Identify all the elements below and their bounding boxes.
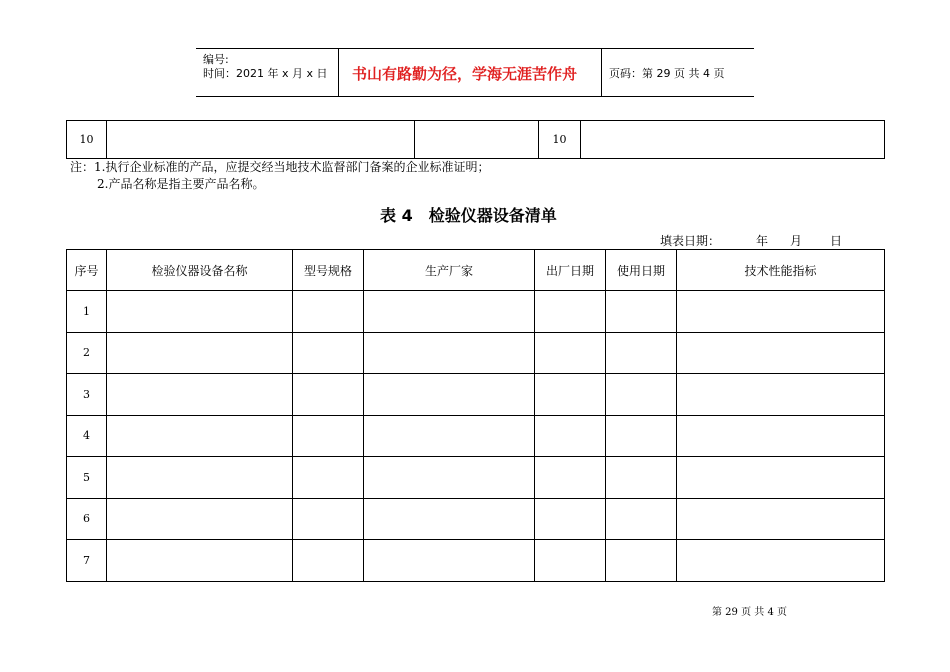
header-performance: 技术性能指标 bbox=[677, 250, 885, 291]
table-cell bbox=[107, 374, 293, 416]
row-number: 1 bbox=[67, 291, 107, 333]
table-cell bbox=[107, 121, 415, 159]
table-cell bbox=[677, 498, 885, 540]
table-cell bbox=[581, 121, 885, 159]
table-cell bbox=[535, 415, 606, 457]
table-row bbox=[67, 498, 885, 540]
table-cell bbox=[364, 374, 535, 416]
note-line-2: 2.产品名称是指主要产品名称。 bbox=[97, 177, 265, 191]
table-cell bbox=[677, 332, 885, 374]
doc-number-label: 编号: bbox=[203, 53, 229, 66]
table-cell bbox=[293, 498, 364, 540]
previous-table-fragment bbox=[66, 120, 885, 159]
fill-date-day: 日 bbox=[830, 234, 843, 248]
table-row bbox=[67, 457, 885, 499]
page-info: 页码：第 29 页 共 4 页 bbox=[609, 67, 725, 80]
table-cell bbox=[606, 291, 677, 333]
note-line-1: 注：1.执行企业标准的产品，应提交经当地技术监督部门备案的企业标准证明； bbox=[70, 160, 490, 174]
table-cell bbox=[364, 291, 535, 333]
row-number: 2 bbox=[67, 332, 107, 374]
table-cell bbox=[677, 291, 885, 333]
table-cell bbox=[293, 374, 364, 416]
header-motto: 书山有路勤为径，学海无涯苦作舟 bbox=[352, 65, 578, 83]
table-cell bbox=[293, 540, 364, 582]
header-manufacturer: 生产厂家 bbox=[364, 250, 535, 291]
table-cell bbox=[535, 332, 606, 374]
table-cell bbox=[606, 332, 677, 374]
table-title: 表 4 检验仪器设备清单 bbox=[380, 206, 557, 225]
row-number: 4 bbox=[67, 415, 107, 457]
table-row bbox=[67, 374, 885, 416]
row-number: 3 bbox=[67, 374, 107, 416]
table-cell bbox=[606, 540, 677, 582]
row-number: 10 bbox=[539, 121, 581, 159]
table-header-row bbox=[67, 250, 885, 291]
table-cell bbox=[364, 498, 535, 540]
table-row bbox=[67, 415, 885, 457]
header-production-date: 出厂日期 bbox=[535, 250, 606, 291]
table-cell bbox=[364, 332, 535, 374]
table-cell bbox=[677, 374, 885, 416]
table-cell bbox=[606, 457, 677, 499]
table-cell bbox=[535, 498, 606, 540]
table-cell bbox=[535, 540, 606, 582]
table-cell bbox=[606, 415, 677, 457]
table-cell bbox=[535, 457, 606, 499]
table-cell bbox=[107, 291, 293, 333]
table-row bbox=[67, 121, 885, 159]
row-number: 10 bbox=[67, 121, 107, 159]
table-cell bbox=[606, 498, 677, 540]
table-cell bbox=[415, 121, 539, 159]
table-cell bbox=[293, 332, 364, 374]
table-cell bbox=[107, 540, 293, 582]
header-divider bbox=[338, 48, 339, 96]
table-cell bbox=[107, 457, 293, 499]
header-bottom-rule bbox=[196, 96, 754, 97]
table-row bbox=[67, 332, 885, 374]
header-serial: 序号 bbox=[67, 250, 107, 291]
table-cell bbox=[677, 415, 885, 457]
header-model: 型号规格 bbox=[293, 250, 364, 291]
fill-date-label: 填表日期： bbox=[660, 234, 721, 248]
table-cell bbox=[677, 540, 885, 582]
table-row bbox=[67, 540, 885, 582]
header-top-rule bbox=[196, 48, 754, 49]
table-cell bbox=[364, 457, 535, 499]
row-number: 5 bbox=[67, 457, 107, 499]
table-cell bbox=[107, 498, 293, 540]
fill-date-year: 年 bbox=[756, 234, 769, 248]
row-number: 7 bbox=[67, 540, 107, 582]
row-number: 6 bbox=[67, 498, 107, 540]
header-usage-date: 使用日期 bbox=[606, 250, 677, 291]
header-divider bbox=[601, 48, 602, 96]
table-cell bbox=[677, 457, 885, 499]
fill-date-month: 月 bbox=[790, 234, 803, 248]
header-equipment-name: 检验仪器设备名称 bbox=[107, 250, 293, 291]
table-cell bbox=[293, 415, 364, 457]
table-cell bbox=[364, 540, 535, 582]
table-cell bbox=[535, 374, 606, 416]
table-cell bbox=[364, 415, 535, 457]
table-cell bbox=[606, 374, 677, 416]
doc-time-label: 时间：2021 年 x 月 x 日 bbox=[203, 67, 328, 80]
table-cell bbox=[535, 291, 606, 333]
page-footer: 第 29 页 共 4 页 bbox=[712, 607, 787, 618]
table-cell bbox=[107, 332, 293, 374]
table-row bbox=[67, 291, 885, 333]
table-cell bbox=[293, 457, 364, 499]
equipment-table bbox=[66, 249, 885, 582]
table-cell bbox=[107, 415, 293, 457]
table-cell bbox=[293, 291, 364, 333]
